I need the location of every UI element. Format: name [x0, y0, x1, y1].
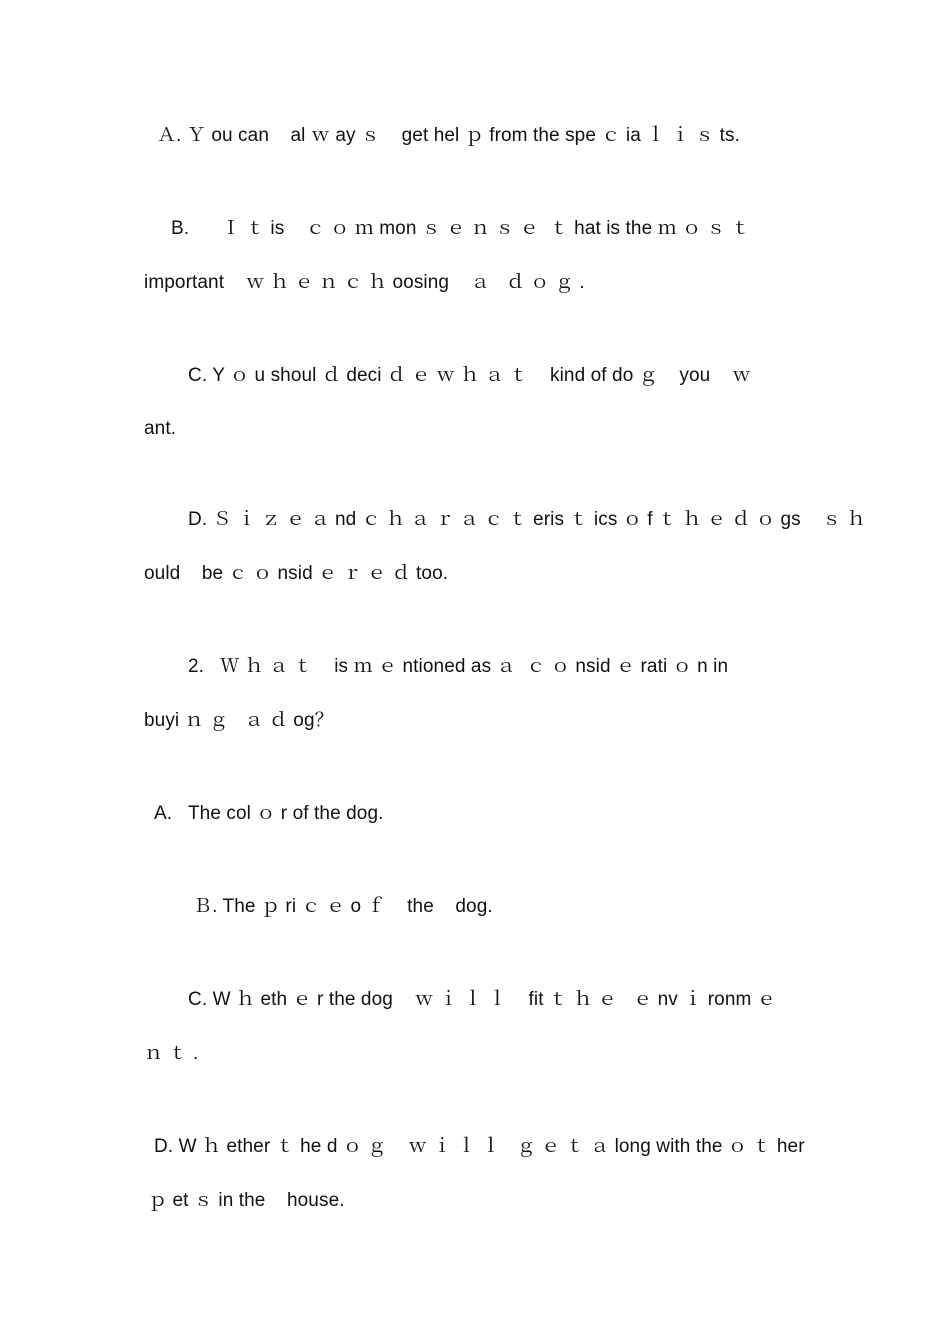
option-a-line: Ａ. Ｙ ou can al ｗ ay ｓ get hel ｐ from the spe ｃ ia ｌ ｉ ｓ ts. [157, 125, 741, 146]
q2-option-d-line-1: D. W ｈ ether ｔ he d ｏ ｇ ｗ ｉ ｌ ｌ ｇ ｅ ｔ ａ long with the ｏ ｔ her [154, 1136, 805, 1157]
q2-option-a-line: A. The col ｏ r of the dog. [154, 803, 384, 824]
option-d-line-1: D. Ｓ ｉ ｚ ｅ ａ nd ｃ ｈ ａ ｒ ａ ｃ ｔ eris ｔ ics ｏ f ｔ ｈ ｅ ｄ ｏ gs ｓ ｈ [188, 509, 866, 530]
option-d-line-2: ould be ｃ ｏ nsid ｅ ｒ ｅ ｄ too. [144, 563, 449, 584]
q2-option-b-line: Ｂ. The ｐ ri ｃ ｅ o ｆ the dog. [193, 896, 493, 917]
question-2-line-2: buyi ｎ ｇ ａ ｄ og？ [144, 710, 334, 731]
q2-option-c-line-1: C. W ｈ eth ｅ r the dog ｗ ｉ ｌ ｌ fit ｔ ｈ ｅ ｅ nv ｉ ronm ｅ [188, 989, 776, 1010]
option-c-line-1: C. Y ｏ u shoul ｄ deci ｄ ｅ ｗ ｈ ａ ｔ kind of do ｇ you ｗ [188, 365, 751, 386]
option-b-line-1: B. Ｉ ｔ is ｃ ｏ ｍ mon ｓ ｅ ｎ ｓ ｅ ｔ hat is the ｍ ｏ ｓ ｔ [171, 218, 751, 239]
option-b-line-2: important ｗ ｈ ｅ ｎ ｃ ｈ oosing ａ ｄ ｏ ｇ . [144, 272, 585, 293]
option-c-line-2: ant. [144, 418, 177, 439]
question-2-line-1: 2. Ｗ ｈ ａ ｔ is ｍ ｅ ntioned as ａ ｃ ｏ nsid ｅ rati ｏ n in [188, 656, 729, 677]
q2-option-c-line-2: ｎ ｔ . [144, 1043, 199, 1064]
q2-option-d-line-2: ｐ et ｓ in the house. [148, 1190, 345, 1211]
